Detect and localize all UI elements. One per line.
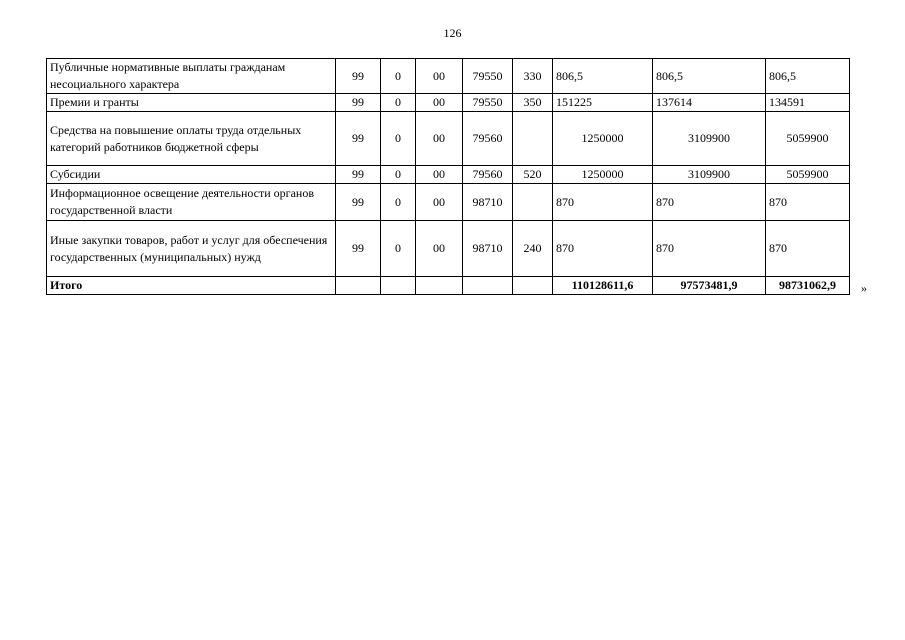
cell-c4: 79550 — [463, 94, 513, 112]
row-name: Иные закупки товаров, работ и услуг для обеспечения государственных (муниципальных) нужд — [47, 221, 336, 277]
row-name: Публичные нормативные выплаты гражданам несоциального характера — [47, 59, 336, 94]
cell-c5: 330 — [513, 59, 553, 94]
cell-c3: 00 — [416, 221, 463, 277]
cell-c1: 99 — [336, 221, 381, 277]
empty-cell — [336, 277, 381, 295]
cell-c5: 350 — [513, 94, 553, 112]
total-v3: 98731062,9 — [766, 277, 850, 295]
cell-c5: 240 — [513, 221, 553, 277]
cell-v3: 5059900 — [766, 166, 850, 184]
total-label: Итого — [47, 277, 336, 295]
cell-c4: 79560 — [463, 166, 513, 184]
empty-cell — [381, 277, 416, 295]
cell-c3: 00 — [416, 166, 463, 184]
cell-v3: 870 — [766, 221, 850, 277]
table-row — [47, 221, 850, 277]
cell-v1: 870 — [553, 221, 653, 277]
cell-c3: 00 — [416, 112, 463, 166]
row-name: Информационное освещение деятельности органов государственной власти — [47, 184, 336, 221]
cell-v1: 870 — [553, 184, 653, 221]
cell-v1: 806,5 — [553, 59, 653, 94]
cell-c2: 0 — [381, 221, 416, 277]
cell-v2: 3109900 — [653, 112, 766, 166]
total-v1: 110128611,6 — [553, 277, 653, 295]
cell-c5 — [513, 112, 553, 166]
cell-v2: 870 — [653, 221, 766, 277]
table-row — [47, 59, 850, 94]
cell-c1: 99 — [336, 94, 381, 112]
cell-v2: 137614 — [653, 94, 766, 112]
table-row — [47, 166, 850, 184]
cell-v3: 806,5 — [766, 59, 850, 94]
cell-v1: 1250000 — [553, 166, 653, 184]
closing-quote: » — [861, 281, 867, 295]
empty-cell — [416, 277, 463, 295]
table-row — [47, 184, 850, 221]
cell-c2: 0 — [381, 166, 416, 184]
row-name: Средства на повышение оплаты труда отдельных категорий работников бюджетной сферы — [47, 112, 336, 166]
cell-v3: 134591 — [766, 94, 850, 112]
cell-c3: 00 — [416, 59, 463, 94]
empty-cell — [463, 277, 513, 295]
cell-c5: 520 — [513, 166, 553, 184]
cell-c3: 00 — [416, 94, 463, 112]
cell-v2: 870 — [653, 184, 766, 221]
cell-c3: 00 — [416, 184, 463, 221]
cell-c2: 0 — [381, 94, 416, 112]
total-row — [47, 277, 850, 295]
cell-v2: 3109900 — [653, 166, 766, 184]
cell-c2: 0 — [381, 112, 416, 166]
table-row — [47, 112, 850, 166]
cell-c4: 98710 — [463, 184, 513, 221]
table-row — [47, 94, 850, 112]
cell-c1: 99 — [336, 112, 381, 166]
cell-v1: 1250000 — [553, 112, 653, 166]
cell-c1: 99 — [336, 59, 381, 94]
cell-v3: 5059900 — [766, 112, 850, 166]
cell-c4: 79560 — [463, 112, 513, 166]
empty-cell — [513, 277, 553, 295]
cell-v3: 870 — [766, 184, 850, 221]
cell-c1: 99 — [336, 166, 381, 184]
cell-c2: 0 — [381, 184, 416, 221]
cell-c1: 99 — [336, 184, 381, 221]
cell-c5 — [513, 184, 553, 221]
page-number: 126 — [443, 26, 462, 40]
row-name: Субсидии — [47, 166, 336, 184]
cell-c4: 79550 — [463, 59, 513, 94]
cell-c2: 0 — [381, 59, 416, 94]
total-v2: 97573481,9 — [653, 277, 766, 295]
row-name: Премии и гранты — [47, 94, 336, 112]
cell-v2: 806,5 — [653, 59, 766, 94]
cell-c4: 98710 — [463, 221, 513, 277]
budget-table — [46, 58, 850, 295]
cell-v1: 151225 — [553, 94, 653, 112]
